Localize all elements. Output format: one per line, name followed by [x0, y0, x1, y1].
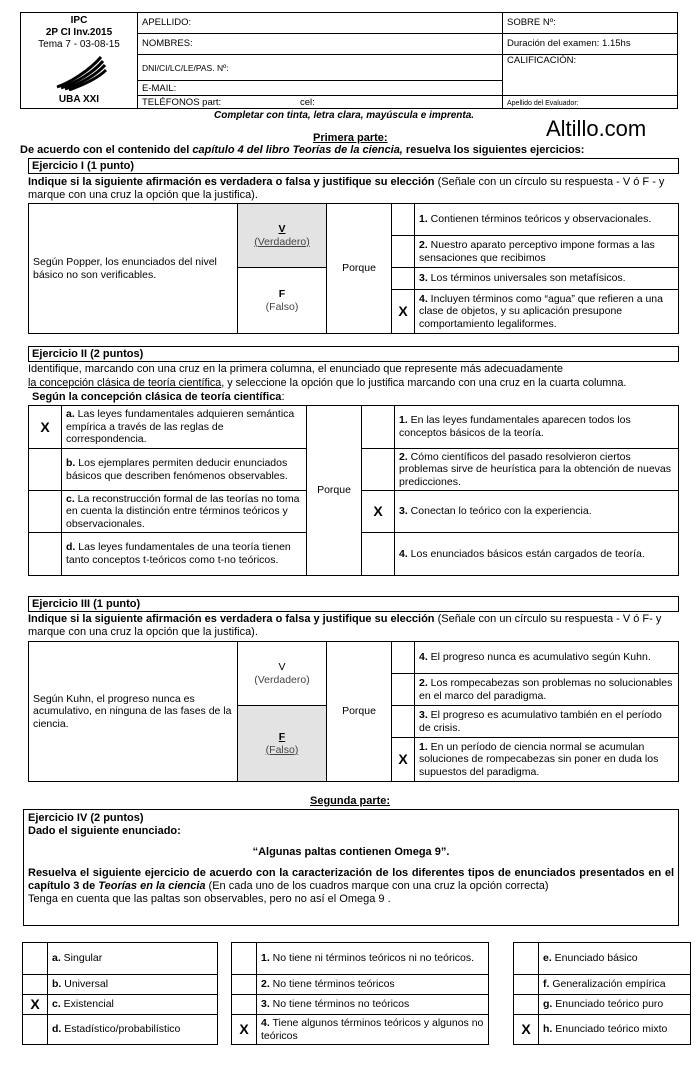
ex2-right-2: 2. Cómo científicos del pasado resolvieron ciertos problemas sirve de heurística para la obtención de nuevas predicciones. — [395, 449, 679, 491]
ex3-true-cell — [238, 642, 327, 706]
part1-intro-a: De acuerdo con el contenido del — [20, 144, 193, 156]
ex2-table — [28, 405, 679, 576]
ex4-col3-g: g. Enunciado teórico puro — [539, 995, 691, 1015]
ex3-option-4: 4. El progreso nunca es acumulativo según Kuhn. — [415, 642, 679, 674]
ex2-right-1: 1. En las leyes fundamentales aparecen todos los conceptos básicos de la teoría. — [395, 406, 679, 449]
ex4-col3-mark-g — [514, 995, 539, 1015]
ex1-title: Ejercicio I (1 punto) — [28, 158, 679, 174]
ex1-instr-rest: (Señale con un círculo su respuesta - V ó F - y marque con una cruz la opción que la justifica). — [28, 176, 665, 201]
uba-logo-icon — [49, 53, 109, 91]
ex2-right-mark-3: X — [362, 491, 395, 533]
instructions-text: Completar con tinta, letra clara, mayúscula e imprenta. — [214, 110, 475, 121]
header-exam: 2P CI Inv.2015 — [45, 27, 113, 38]
ex3-f: F — [278, 730, 286, 743]
field-telefono: TELÉFONOS part: — [138, 96, 297, 109]
ex3-mark-2 — [392, 674, 415, 706]
header-course: IPC — [70, 15, 88, 26]
ex1-v-text: (Verdadero) — [254, 235, 310, 248]
ex4-instr-a: Resuelva el siguiente ejercicio de acuerdo con la caracterización de los diferentes tipos de enunciados presentados en el capítulo 3 de — [28, 867, 674, 892]
ex4-col3-h: h. Enunciado teórico mixto — [539, 1015, 691, 1045]
part1-title: Primera parte: — [313, 132, 388, 144]
ex2-instr-c: , y seleccione la opción que lo justifica marcando con una cruz en la cuarta columna. — [221, 377, 627, 389]
part1-intro-c: resuelva los siguientes ejercicios: — [402, 144, 585, 156]
ex2-left-mark-a: X — [29, 406, 62, 449]
ex2-instr-line1: Identifique, marcando con una cruz en la primera columna, el enunciado que represente más adecuadamente — [28, 363, 564, 375]
ex4-col1-b: b. Universal — [48, 975, 218, 995]
ex1-v: V — [278, 222, 286, 235]
ex4-col2-mark-4: X — [232, 1015, 257, 1045]
ex4-col3-mark-e — [514, 943, 539, 975]
ex4-col1-mark-a — [23, 943, 48, 975]
ex3-title: Ejercicio III (1 punto) — [28, 596, 679, 612]
ex4-col2-4: 4. Tiene algunos términos teóricos y algunos no teóricos — [257, 1015, 489, 1045]
ex4-table-class — [513, 942, 691, 1045]
ex1-option-2: 2. Nuestro aparato perceptivo impone formas a las sensaciones que recibimos — [415, 236, 679, 268]
field-sobre: SOBRE Nº: — [503, 13, 678, 34]
ex4-col1-d: d. Estadístico/probabilístico — [48, 1015, 218, 1045]
ex1-option-1: 1. Contienen términos teóricos y observacionales. — [415, 204, 679, 236]
ex1-table — [28, 203, 679, 334]
ex2-subtitle: Según la concepción clásica de teoría científica: — [32, 391, 285, 403]
ex4-col2-3: 3. No tiene términos no teóricos — [257, 995, 489, 1015]
header-table — [20, 12, 678, 109]
ex2-left-c: c. La reconstrucción formal de las teorías no toma en cuenta la distinción entre términos teóricos y observacionales. — [62, 491, 307, 533]
ex4-col2-1: 1. No tiene ni términos teóricos ni no teóricos. — [257, 943, 489, 975]
ex3-option-2: 2. Los rompecabezas son problemas no solucionables en el marco del paradigma. — [415, 674, 679, 706]
ex3-v-text: (Verdadero) — [254, 673, 310, 686]
ex3-instr-rest: (Señale con un círculo su respuesta - V ó F- y marque con una cruz la opción que la justifica). — [28, 613, 662, 638]
ex4-table-type — [22, 942, 218, 1045]
ex3-instructions — [28, 613, 693, 639]
ex4-col3-mark-h: X — [514, 1015, 539, 1045]
ex2-right-3: 3. Conectan lo teórico con la experiencia. — [395, 491, 679, 533]
ex4-col1-mark-c: X — [23, 995, 48, 1015]
ex2-right-4: 4. Los enunciados básicos están cargados de teoría. — [395, 533, 679, 576]
ex1-false-cell — [238, 268, 327, 334]
ex4-col1-mark-b — [23, 975, 48, 995]
ex3-table — [28, 641, 679, 782]
ex4-col3-e: e. Enunciado básico — [539, 943, 691, 975]
ex3-v: V — [278, 660, 286, 673]
ex1-option-3: 3. Los términos universales son metafísicos. — [415, 268, 679, 290]
ex3-option-1: 1. En un período de ciencia normal se acumulan soluciones de rompecabezas sin poner en duda los supuestos del paradigma. — [415, 738, 679, 782]
ex2-left-d: d. Las leyes fundamentales de una teoría tienen tanto conceptos t-teóricos como t-no teóricos. — [62, 533, 307, 576]
ex1-mark-3 — [392, 268, 415, 290]
ex1-mark-2 — [392, 236, 415, 268]
ex1-true-cell — [238, 204, 327, 268]
ex4-box — [23, 809, 679, 926]
ex3-option-3: 3. El progreso es acumulativo también en el período de crisis. — [415, 706, 679, 738]
ex2-right-mark-1 — [362, 406, 395, 449]
logo-text: UBA XXI — [58, 94, 100, 106]
ex2-left-b: b. Los ejemplares permiten deducir enunciados básicos que describen fenómenos observables. — [62, 449, 307, 491]
ex4-col2-mark-1 — [232, 943, 257, 975]
ex4-title: Ejercicio IV (2 puntos) — [28, 812, 144, 824]
ex1-instructions — [28, 176, 693, 202]
ex2-title: Ejercicio II (2 puntos) — [28, 346, 679, 362]
ex4-table-terms — [231, 942, 489, 1045]
ex4-col2-2: 2. No tiene términos teóricos — [257, 975, 489, 995]
ex3-instr-bold: Indique si la siguiente afirmación es verdadera o falsa y justifique su elección — [28, 613, 435, 625]
ex2-instr-line2 — [28, 377, 700, 390]
ex1-mark-4: X — [392, 290, 415, 334]
header-topic: Tema 7 - 03-08-15 — [38, 39, 120, 50]
ex1-option-4: 4. Incluyen términos como “agua” que refieren a una clase de objetos, y su aplicación presupone comportamiento legaliformes. — [415, 290, 679, 334]
ex4-col1-a: a. Singular — [48, 943, 218, 975]
ex1-f-text: (Falso) — [265, 300, 299, 313]
ex1-statement: Según Popper, los enunciados del nivel básico no son verificables. — [29, 204, 238, 334]
ex4-col3-f: f. Generalización empírica — [539, 975, 691, 995]
ex4-col2-mark-3 — [232, 995, 257, 1015]
ex3-mark-1: X — [392, 738, 415, 782]
ex3-mark-3 — [392, 706, 415, 738]
field-duracion: Duración del examen: 1.15hs — [503, 34, 678, 55]
field-nombres: NOMBRES: — [138, 34, 503, 55]
header-left-cell — [21, 13, 138, 109]
ex2-right-mark-4 — [362, 533, 395, 576]
ex4-col1-c: c. Existencial — [48, 995, 218, 1015]
ex3-porque: Porque — [327, 642, 392, 782]
ex1-mark-1 — [392, 204, 415, 236]
ex2-right-mark-2 — [362, 449, 395, 491]
ex4-col1-mark-d — [23, 1015, 48, 1045]
field-evaluador: Apellido del Evaluador: — [503, 96, 678, 109]
field-cel: cel: — [296, 96, 503, 109]
ex2-instr-concept: la concepción clásica de teoría científica — [28, 377, 222, 389]
ex4-note: Tenga en cuenta que las paltas son observables, pero no así el Omega 9 . — [28, 893, 391, 905]
ex2-porque: Porque — [307, 406, 362, 576]
ex2-left-mark-d — [29, 533, 62, 576]
watermark: Altillo.com — [546, 116, 647, 141]
ex4-col3-mark-f — [514, 975, 539, 995]
ex2-left-mark-c — [29, 491, 62, 533]
ex3-mark-4 — [392, 642, 415, 674]
field-email: E-MAIL: — [138, 81, 503, 96]
ex4-instructions — [28, 867, 674, 893]
ex1-porque: Porque — [327, 204, 392, 334]
ex1-f: F — [278, 287, 286, 300]
ex3-false-cell — [238, 706, 327, 782]
ex4-instr-book: Teorías en la ciencia — [98, 880, 206, 892]
part2-title: Segunda parte: — [310, 795, 391, 807]
ex3-statement: Según Kuhn, el progreso nunca es acumulativo, en ninguna de las fases de la ciencia. — [29, 642, 238, 782]
ex2-left-mark-b — [29, 449, 62, 491]
ex3-f-text: (Falso) — [265, 743, 299, 756]
ex2-left-a: a. Las leyes fundamentales adquieren semántica empírica a través de las reglas de correspondencia. — [62, 406, 307, 449]
field-dni: DNI/CI/LC/LE/PAS. Nº: — [138, 55, 503, 81]
ex4-quote: “Algunas paltas contienen Omega 9”. — [252, 846, 450, 858]
ex4-instr-c: (En cada uno de los cuadros marque con una cruz la opción correcta) — [205, 880, 549, 892]
field-apellido: APELLIDO: — [138, 13, 503, 34]
part1-intro-book: capítulo 4 del libro Teorías de la ciencia, — [192, 144, 403, 156]
ex1-instr-bold: Indique si la siguiente afirmación es verdadera o falsa y justifique su elección — [28, 176, 435, 188]
ex4-given: Dado el siguiente enunciado: — [28, 825, 181, 837]
field-calificacion: CALIFICACIÓN: — [503, 55, 678, 96]
part1-intro — [20, 144, 690, 157]
ex4-col2-mark-2 — [232, 975, 257, 995]
